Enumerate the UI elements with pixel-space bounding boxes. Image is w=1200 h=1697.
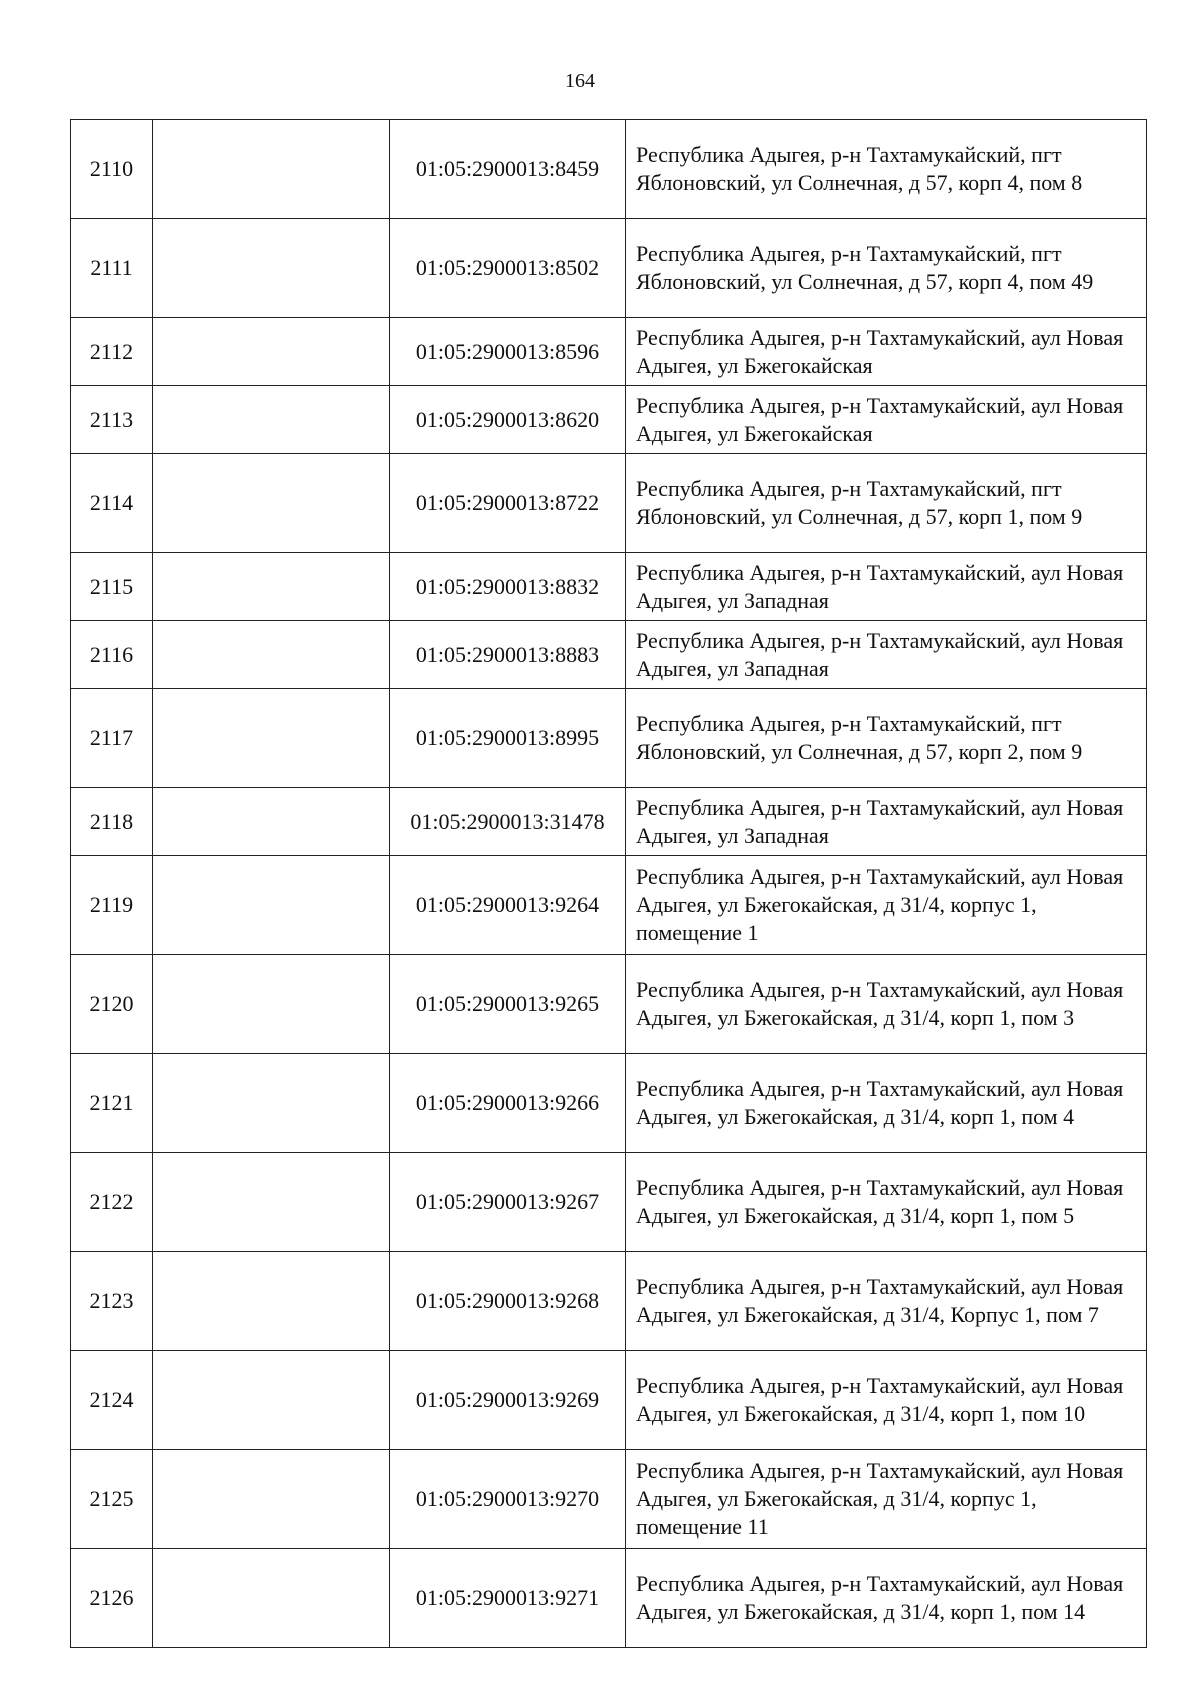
empty-cell [153,621,390,689]
empty-cell [153,120,390,219]
cadastral-number: 01:05:2900013:9271 [390,1549,626,1648]
cadastral-number: 01:05:2900013:9266 [390,1054,626,1153]
table-row [71,1054,1147,1153]
address: Республика Адыгея, р-н Тахтамукайский, аул Новая Адыгея, ул Бжегокайская, д 31/4, корпус 1, помещение 1 [626,856,1147,955]
table-row [71,856,1147,955]
registry-table [70,119,1147,1648]
address: Республика Адыгея, р-н Тахтамукайский, аул Новая Адыгея, ул Западная [626,788,1147,856]
empty-cell [153,788,390,856]
table-row [71,219,1147,318]
address: Республика Адыгея, р-н Тахтамукайский, аул Новая Адыгея, ул Бжегокайская, д 31/4, корпус 1, помещение 11 [626,1450,1147,1549]
address: Республика Адыгея, р-н Тахтамукайский, аул Новая Адыгея, ул Бжегокайская [626,318,1147,386]
empty-cell [153,856,390,955]
cadastral-number: 01:05:2900013:9267 [390,1153,626,1252]
table-row [71,1351,1147,1450]
row-number: 2121 [71,1054,153,1153]
row-number: 2113 [71,386,153,454]
row-number: 2126 [71,1549,153,1648]
row-number: 2125 [71,1450,153,1549]
cadastral-number: 01:05:2900013:8620 [390,386,626,454]
address: Республика Адыгея, р-н Тахтамукайский, аул Новая Адыгея, ул Западная [626,621,1147,689]
row-number: 2124 [71,1351,153,1450]
table-row [71,621,1147,689]
empty-cell [153,386,390,454]
address: Республика Адыгея, р-н Тахтамукайский, пгт Яблоновский, ул Солнечная, д 57, корп 2, пом 9 [626,689,1147,788]
cadastral-number: 01:05:2900013:8832 [390,553,626,621]
cadastral-number: 01:05:2900013:9270 [390,1450,626,1549]
row-number: 2111 [71,219,153,318]
cadastral-number: 01:05:2900013:8995 [390,689,626,788]
cadastral-number: 01:05:2900013:8502 [390,219,626,318]
table-row [71,1252,1147,1351]
table-row [71,1450,1147,1549]
cadastral-number: 01:05:2900013:9264 [390,856,626,955]
cadastral-number: 01:05:2900013:8596 [390,318,626,386]
table-row [71,955,1147,1054]
row-number: 2119 [71,856,153,955]
row-number: 2122 [71,1153,153,1252]
address: Республика Адыгея, р-н Тахтамукайский, аул Новая Адыгея, ул Западная [626,553,1147,621]
cadastral-number: 01:05:2900013:31478 [390,788,626,856]
table-row [71,318,1147,386]
empty-cell [153,1153,390,1252]
row-number: 2123 [71,1252,153,1351]
table-row [71,553,1147,621]
table-row [71,1153,1147,1252]
empty-cell [153,1351,390,1450]
empty-cell [153,1054,390,1153]
address: Республика Адыгея, р-н Тахтамукайский, пгт Яблоновский, ул Солнечная, д 57, корп 1, пом 9 [626,454,1147,553]
address: Республика Адыгея, р-н Тахтамукайский, аул Новая Адыгея, ул Бжегокайская, д 31/4, Корпус 1, пом 7 [626,1252,1147,1351]
row-number: 2118 [71,788,153,856]
table-row [71,386,1147,454]
row-number: 2116 [71,621,153,689]
empty-cell [153,689,390,788]
address: Республика Адыгея, р-н Тахтамукайский, пгт Яблоновский, ул Солнечная, д 57, корп 4, пом 49 [626,219,1147,318]
table-row [71,1549,1147,1648]
empty-cell [153,318,390,386]
row-number: 2110 [71,120,153,219]
cadastral-number: 01:05:2900013:9265 [390,955,626,1054]
table-row [71,454,1147,553]
registry-table-body [71,120,1147,1648]
address: Республика Адыгея, р-н Тахтамукайский, аул Новая Адыгея, ул Бжегокайская [626,386,1147,454]
row-number: 2117 [71,689,153,788]
cadastral-number: 01:05:2900013:8459 [390,120,626,219]
empty-cell [153,219,390,318]
empty-cell [153,1450,390,1549]
empty-cell [153,1549,390,1648]
empty-cell [153,553,390,621]
row-number: 2115 [71,553,153,621]
row-number: 2120 [71,955,153,1054]
table-row [71,788,1147,856]
cadastral-number: 01:05:2900013:9268 [390,1252,626,1351]
address: Республика Адыгея, р-н Тахтамукайский, аул Новая Адыгея, ул Бжегокайская, д 31/4, корп 1, пом 3 [626,955,1147,1054]
address: Республика Адыгея, р-н Тахтамукайский, аул Новая Адыгея, ул Бжегокайская, д 31/4, корп 1, пом 10 [626,1351,1147,1450]
table-row [71,120,1147,219]
address: Республика Адыгея, р-н Тахтамукайский, пгт Яблоновский, ул Солнечная, д 57, корп 4, пом 8 [626,120,1147,219]
empty-cell [153,1252,390,1351]
cadastral-number: 01:05:2900013:8883 [390,621,626,689]
empty-cell [153,955,390,1054]
empty-cell [153,454,390,553]
cadastral-number: 01:05:2900013:8722 [390,454,626,553]
row-number: 2114 [71,454,153,553]
row-number: 2112 [71,318,153,386]
table-row [71,689,1147,788]
address: Республика Адыгея, р-н Тахтамукайский, аул Новая Адыгея, ул Бжегокайская, д 31/4, корп 1, пом 5 [626,1153,1147,1252]
address: Республика Адыгея, р-н Тахтамукайский, аул Новая Адыгея, ул Бжегокайская, д 31/4, корп 1, пом 14 [626,1549,1147,1648]
page-number: 164 [565,70,595,92]
address: Республика Адыгея, р-н Тахтамукайский, аул Новая Адыгея, ул Бжегокайская, д 31/4, корп 1, пом 4 [626,1054,1147,1153]
cadastral-number: 01:05:2900013:9269 [390,1351,626,1450]
